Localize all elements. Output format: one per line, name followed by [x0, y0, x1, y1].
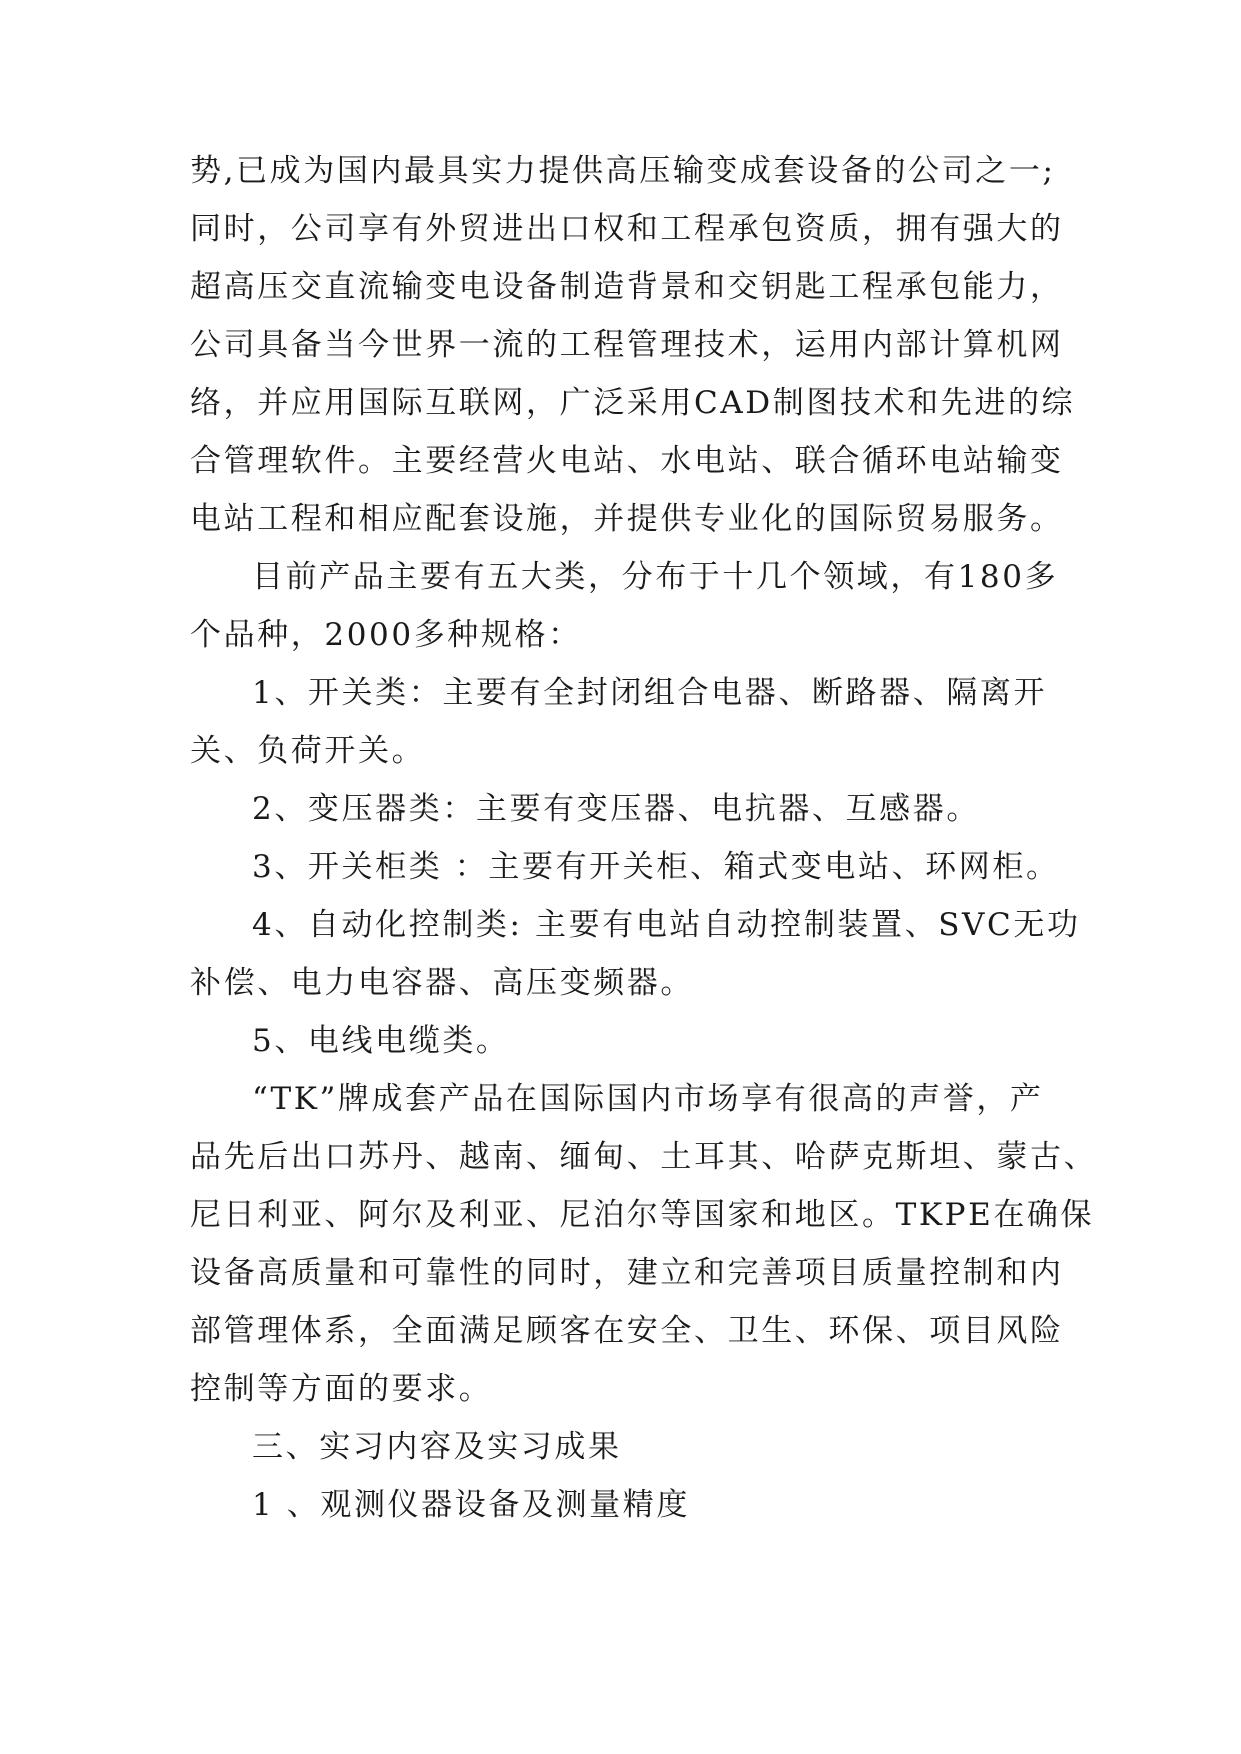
list-item: 5、电线电缆类。 [252, 1023, 510, 1059]
paragraph-line: 势,已成为国内最具实力提供高压输变成套设备的公司之一; [190, 153, 1056, 189]
paragraph-line: 设备高质量和可靠性的同时，建立和完善项目质量控制和内 [190, 1255, 1064, 1291]
paragraph-line: 尼日利亚、阿尔及利亚、尼泊尔等国家和地区。TKPE在确保 [190, 1197, 1095, 1233]
paragraph-line: 络，并应用国际互联网，广泛采用CAD制图技术和先进的综 [190, 385, 1076, 421]
section-heading: 三、实习内容及实习成果 [252, 1429, 622, 1465]
list-item: 4、自动化控制类: 主要有电站自动控制装置、SVC无功 [252, 907, 1081, 943]
paragraph-line: 电站工程和相应配套设施，并提供专业化的国际贸易服务。 [190, 501, 1064, 537]
subsection-heading: 1 、观测仪器设备及测量精度 [252, 1487, 690, 1523]
list-item: 2、变压器类：主要有变压器、电抗器、互感器。 [252, 791, 980, 827]
paragraph-line: 个品种，2000多种规格： [190, 617, 582, 653]
list-item-continuation: 补偿、电力电容器、高压变频器。 [190, 965, 694, 1001]
paragraph-line: 部管理体系，全面满足顾客在安全、卫生、环保、项目风险 [190, 1313, 1064, 1349]
paragraph-line: 超高压交直流输变电设备制造背景和交钥匙工程承包能力， [190, 269, 1064, 305]
list-item: 1、开关类：主要有全封闭组合电器、断路器、隔离开 [252, 675, 1048, 711]
paragraph-line: 目前产品主要有五大类，分布于十几个领域，有180多 [252, 559, 1059, 595]
paragraph-line: 公司具备当今世界一流的工程管理技术，运用内部计算机网 [190, 327, 1064, 363]
list-item-continuation: 关、负荷开关。 [190, 733, 426, 769]
paragraph-line: 同时，公司享有外贸进出口权和工程承包资质，拥有强大的 [190, 211, 1064, 247]
paragraph-line: 合管理软件。主要经营火电站、水电站、联合循环电站输变 [190, 443, 1064, 479]
paragraph-line: “TK”牌成套产品在国际国内市场享有很高的声誉，产 [252, 1081, 1044, 1117]
paragraph-line: 控制等方面的要求。 [190, 1371, 493, 1407]
list-item: 3、开关柜类 ：主要有开关柜、箱式变电站、环网柜。 [252, 849, 1060, 885]
paragraph-line: 品先后出口苏丹、越南、缅甸、土耳其、哈萨克斯坦、蒙古、 [190, 1139, 1098, 1175]
